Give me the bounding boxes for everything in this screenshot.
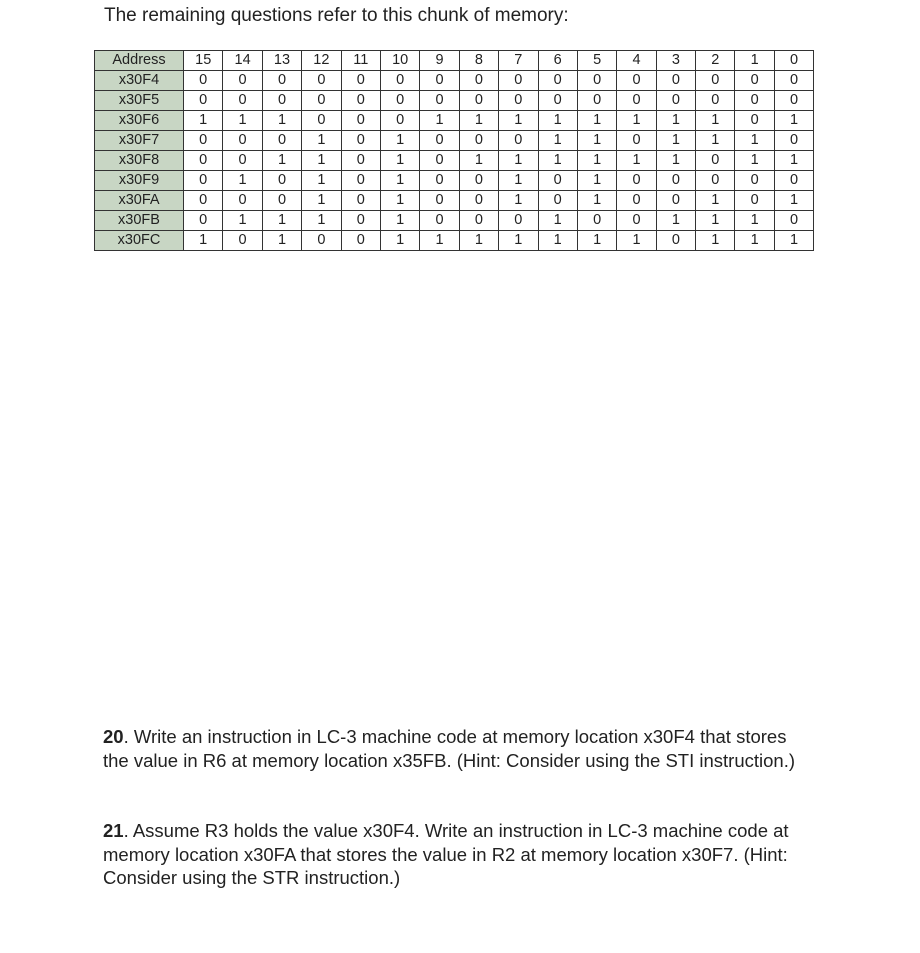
bit-cell: 1 <box>617 111 656 131</box>
bit-cell: 1 <box>380 231 419 251</box>
bit-cell: 1 <box>577 151 616 171</box>
question-text: . Write an instruction in LC-3 machine code at memory location x30F4 that stores the value in R6 at memory location x35FB. (Hint: Consider using the STI instruction.) <box>103 726 795 771</box>
bit-column-header: 4 <box>617 51 656 71</box>
bit-column-header: 3 <box>656 51 695 71</box>
table-row <box>95 191 814 211</box>
bit-cell: 1 <box>696 191 735 211</box>
table-row <box>95 111 814 131</box>
bit-column-header: 9 <box>420 51 459 71</box>
bit-cell: 0 <box>696 91 735 111</box>
bit-cell: 0 <box>538 71 577 91</box>
bit-cell: 1 <box>302 171 341 191</box>
bit-cell: 1 <box>774 191 813 211</box>
bit-column-header: 13 <box>262 51 301 71</box>
bit-cell: 0 <box>696 71 735 91</box>
bit-cell: 0 <box>420 211 459 231</box>
bit-cell: 1 <box>538 151 577 171</box>
bit-cell: 1 <box>538 211 577 231</box>
bit-cell: 0 <box>341 151 380 171</box>
bit-cell: 0 <box>735 91 774 111</box>
bit-cell: 1 <box>735 131 774 151</box>
address-cell: x30FA <box>95 191 184 211</box>
bit-cell: 1 <box>538 131 577 151</box>
bit-cell: 0 <box>184 171 223 191</box>
bit-cell: 1 <box>577 231 616 251</box>
intro-text: The remaining questions refer to this chunk of memory: <box>104 5 569 26</box>
question-text: . Assume R3 holds the value x30F4. Write an instruction in LC-3 machine code at memory location x30FA that stores the value in R2 at memory location x30F7. (Hint: Consider using the STR instruction.) <box>103 820 789 888</box>
bit-column-header: 12 <box>302 51 341 71</box>
bit-cell: 1 <box>302 191 341 211</box>
bit-cell: 0 <box>459 211 498 231</box>
bit-cell: 0 <box>420 131 459 151</box>
bit-cell: 0 <box>774 91 813 111</box>
bit-cell: 0 <box>420 151 459 171</box>
bit-cell: 0 <box>656 91 695 111</box>
bit-cell: 0 <box>262 131 301 151</box>
bit-cell: 1 <box>696 231 735 251</box>
bit-cell: 0 <box>459 131 498 151</box>
bit-cell: 1 <box>380 171 419 191</box>
question-number: 20 <box>103 726 124 747</box>
bit-cell: 0 <box>420 171 459 191</box>
bit-cell: 1 <box>656 151 695 171</box>
bit-cell: 1 <box>735 231 774 251</box>
bit-cell: 0 <box>656 171 695 191</box>
bit-column-header: 5 <box>577 51 616 71</box>
address-cell: x30F9 <box>95 171 184 191</box>
bit-cell: 0 <box>341 131 380 151</box>
table-row <box>95 151 814 171</box>
address-cell: x30FC <box>95 231 184 251</box>
bit-cell: 0 <box>380 91 419 111</box>
bit-cell: 0 <box>223 191 262 211</box>
bit-cell: 0 <box>617 191 656 211</box>
bit-column-header: 6 <box>538 51 577 71</box>
bit-cell: 1 <box>223 111 262 131</box>
bit-cell: 0 <box>380 111 419 131</box>
address-column-header: Address <box>95 51 184 71</box>
bit-column-header: 11 <box>341 51 380 71</box>
bit-cell: 1 <box>380 191 419 211</box>
question-20 <box>103 725 803 772</box>
bit-cell: 0 <box>577 211 616 231</box>
memory-table-body <box>95 71 814 251</box>
bit-cell: 0 <box>774 211 813 231</box>
bit-cell: 0 <box>380 71 419 91</box>
bit-cell: 1 <box>262 151 301 171</box>
bit-cell: 0 <box>656 231 695 251</box>
bit-cell: 0 <box>459 171 498 191</box>
bit-cell: 1 <box>774 111 813 131</box>
bit-cell: 0 <box>538 91 577 111</box>
address-cell: x30F4 <box>95 71 184 91</box>
bit-cell: 0 <box>774 171 813 191</box>
bit-cell: 0 <box>499 211 538 231</box>
bit-cell: 1 <box>656 111 695 131</box>
bit-cell: 1 <box>223 211 262 231</box>
address-cell: x30F5 <box>95 91 184 111</box>
bit-cell: 0 <box>341 231 380 251</box>
bit-cell: 1 <box>577 111 616 131</box>
bit-cell: 0 <box>499 71 538 91</box>
bit-column-header: 2 <box>696 51 735 71</box>
bit-cell: 1 <box>577 191 616 211</box>
bit-cell: 0 <box>735 171 774 191</box>
bit-cell: 1 <box>380 151 419 171</box>
address-cell: x30FB <box>95 211 184 231</box>
bit-cell: 1 <box>735 211 774 231</box>
bit-cell: 0 <box>341 171 380 191</box>
bit-cell: 0 <box>538 191 577 211</box>
bit-cell: 1 <box>735 151 774 171</box>
bit-cell: 0 <box>774 71 813 91</box>
bit-cell: 1 <box>184 231 223 251</box>
bit-cell: 1 <box>262 211 301 231</box>
bit-cell: 0 <box>223 91 262 111</box>
bit-cell: 0 <box>341 91 380 111</box>
bit-cell: 0 <box>262 171 301 191</box>
bit-cell: 0 <box>262 71 301 91</box>
bit-cell: 0 <box>577 91 616 111</box>
bit-cell: 0 <box>696 171 735 191</box>
bit-cell: 1 <box>656 211 695 231</box>
bit-column-header: 8 <box>459 51 498 71</box>
bit-cell: 0 <box>538 171 577 191</box>
table-row <box>95 91 814 111</box>
bit-cell: 0 <box>420 91 459 111</box>
bit-cell: 0 <box>617 171 656 191</box>
bit-column-header: 14 <box>223 51 262 71</box>
bit-cell: 1 <box>538 111 577 131</box>
table-row <box>95 211 814 231</box>
bit-column-header: 0 <box>774 51 813 71</box>
bit-cell: 1 <box>420 231 459 251</box>
bit-cell: 0 <box>341 191 380 211</box>
bit-cell: 0 <box>262 91 301 111</box>
bit-cell: 0 <box>184 131 223 151</box>
bit-cell: 1 <box>617 231 656 251</box>
bit-cell: 0 <box>735 191 774 211</box>
bit-cell: 1 <box>499 111 538 131</box>
bit-cell: 1 <box>774 231 813 251</box>
bit-column-header: 10 <box>380 51 419 71</box>
bit-cell: 0 <box>184 71 223 91</box>
bit-cell: 0 <box>617 71 656 91</box>
bit-column-header: 7 <box>499 51 538 71</box>
bit-cell: 0 <box>617 211 656 231</box>
bit-cell: 0 <box>302 91 341 111</box>
bit-column-header: 1 <box>735 51 774 71</box>
bit-cell: 0 <box>696 151 735 171</box>
question-number: 21 <box>103 820 124 841</box>
bit-cell: 1 <box>656 131 695 151</box>
bit-cell: 0 <box>223 71 262 91</box>
bit-cell: 0 <box>656 191 695 211</box>
bit-cell: 1 <box>499 151 538 171</box>
bit-cell: 0 <box>223 131 262 151</box>
bit-column-header: 15 <box>184 51 223 71</box>
bit-cell: 1 <box>499 231 538 251</box>
bit-cell: 0 <box>420 191 459 211</box>
bit-cell: 0 <box>617 91 656 111</box>
bit-cell: 0 <box>459 91 498 111</box>
bit-cell: 0 <box>774 131 813 151</box>
bit-cell: 0 <box>341 71 380 91</box>
bit-cell: 0 <box>420 71 459 91</box>
bit-cell: 1 <box>459 151 498 171</box>
bit-cell: 1 <box>577 171 616 191</box>
bit-cell: 1 <box>696 111 735 131</box>
bit-cell: 1 <box>420 111 459 131</box>
bit-cell: 0 <box>617 131 656 151</box>
table-row <box>95 131 814 151</box>
bit-cell: 1 <box>499 171 538 191</box>
bit-cell: 1 <box>774 151 813 171</box>
bit-cell: 0 <box>656 71 695 91</box>
bit-cell: 0 <box>184 151 223 171</box>
bit-cell: 1 <box>302 151 341 171</box>
bit-cell: 1 <box>184 111 223 131</box>
table-row <box>95 171 814 191</box>
bit-cell: 1 <box>302 131 341 151</box>
bit-cell: 1 <box>577 131 616 151</box>
address-cell: x30F7 <box>95 131 184 151</box>
table-row <box>95 71 814 91</box>
table-row <box>95 231 814 251</box>
address-cell: x30F6 <box>95 111 184 131</box>
bit-cell: 0 <box>223 151 262 171</box>
bit-cell: 1 <box>223 171 262 191</box>
bit-cell: 0 <box>262 191 301 211</box>
bit-cell: 1 <box>302 211 341 231</box>
bit-cell: 1 <box>617 151 656 171</box>
bit-cell: 1 <box>262 111 301 131</box>
bit-cell: 0 <box>184 211 223 231</box>
bit-cell: 0 <box>184 91 223 111</box>
bit-cell: 0 <box>341 111 380 131</box>
bit-cell: 1 <box>696 131 735 151</box>
bit-cell: 0 <box>341 211 380 231</box>
question-21 <box>103 819 803 890</box>
bit-cell: 1 <box>538 231 577 251</box>
bit-cell: 0 <box>577 71 616 91</box>
bit-cell: 0 <box>459 191 498 211</box>
bit-cell: 0 <box>223 231 262 251</box>
bit-cell: 0 <box>302 111 341 131</box>
bit-cell: 1 <box>459 111 498 131</box>
bit-cell: 1 <box>380 131 419 151</box>
bit-cell: 0 <box>302 231 341 251</box>
address-cell: x30F8 <box>95 151 184 171</box>
bit-cell: 1 <box>499 191 538 211</box>
bit-cell: 0 <box>459 71 498 91</box>
memory-table <box>94 50 814 251</box>
bit-cell: 0 <box>735 111 774 131</box>
bit-cell: 0 <box>184 191 223 211</box>
bit-cell: 0 <box>302 71 341 91</box>
bit-cell: 0 <box>499 131 538 151</box>
bit-cell: 0 <box>735 71 774 91</box>
bit-cell: 0 <box>499 91 538 111</box>
bit-cell: 1 <box>262 231 301 251</box>
bit-cell: 1 <box>380 211 419 231</box>
bit-cell: 1 <box>696 211 735 231</box>
memory-table-header-row <box>95 51 814 71</box>
bit-cell: 1 <box>459 231 498 251</box>
